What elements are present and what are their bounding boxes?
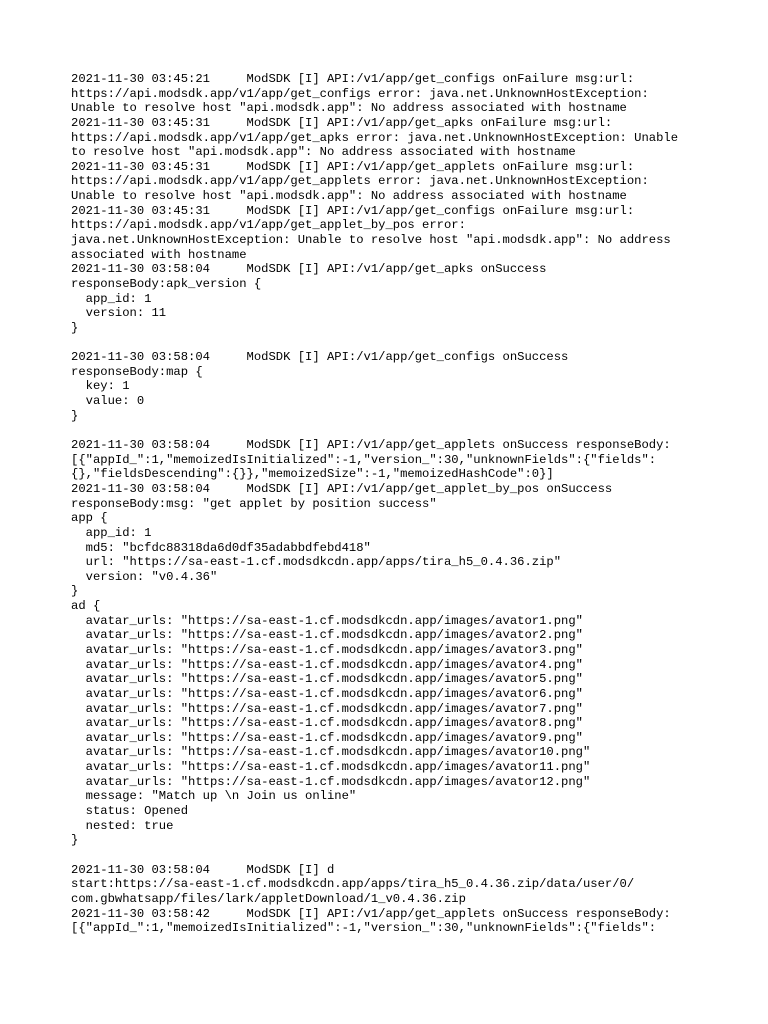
- log-line: url: "https://sa-east-1.cf.modsdkcdn.app/apps/tira_h5_0.4.36.zip": [71, 555, 562, 570]
- log-line: to resolve host "api.modsdk.app": No address associated with hostname: [71, 145, 576, 160]
- log-line: {},"fieldsDescending":{}},"memoizedSize":-1,"memoizedHashCode":0}]: [71, 467, 554, 482]
- log-line: avatar_urls: "https://sa-east-1.cf.modsdkcdn.app/images/avator9.png": [71, 730, 583, 745]
- log-line: message: "Match up \n Join us online": [71, 789, 357, 804]
- log-line: nested: true: [71, 818, 174, 833]
- log-line: app_id: 1: [71, 525, 152, 540]
- log-line: java.net.UnknownHostException: Unable to resolve host "api.modsdk.app": No address: [71, 233, 671, 248]
- log-line: com.gbwhatsapp/files/lark/appletDownload/1_v0.4.36.zip: [71, 891, 466, 906]
- log-line: responseBody:map {: [71, 364, 203, 379]
- log-line: 2021-11-30 03:45:21 ModSDK [I] API:/v1/app/get_configs onFailure msg:url:: [71, 72, 635, 86]
- log-line: [{"appId_":1,"memoizedIsInitialized":-1,"version_":30,"unknownFields":{"fields":: [71, 452, 657, 467]
- log-line: version: 11: [71, 306, 167, 321]
- log-line: associated with hostname: [71, 247, 247, 262]
- log-line: https://api.modsdk.app/v1/app/get_configs error: java.net.UnknownHostException:: [71, 86, 649, 101]
- log-line: avatar_urls: "https://sa-east-1.cf.modsdkcdn.app/images/avator11.png": [71, 760, 591, 775]
- log-line: [71, 336, 711, 351]
- log-line: avatar_urls: "https://sa-east-1.cf.modsdkcdn.app/images/avator10.png": [71, 745, 591, 760]
- log-line: key: 1: [71, 379, 130, 394]
- log-line: value: 0: [71, 394, 145, 409]
- log-line: 2021-11-30 03:45:31 ModSDK [I] API:/v1/app/get_applets onFailure msg:url:: [71, 159, 635, 174]
- log-line: avatar_urls: "https://sa-east-1.cf.modsdkcdn.app/images/avator4.png": [71, 657, 583, 672]
- log-line: avatar_urls: "https://sa-east-1.cf.modsdkcdn.app/images/avator12.png": [71, 774, 591, 789]
- log-line: avatar_urls: "https://sa-east-1.cf.modsdkcdn.app/images/avator1.png": [71, 613, 583, 628]
- log-line: version: "v0.4.36": [71, 569, 218, 584]
- log-line: avatar_urls: "https://sa-east-1.cf.modsdkcdn.app/images/avator8.png": [71, 716, 583, 731]
- log-line: status: Opened: [71, 804, 189, 819]
- log-line: 2021-11-30 03:58:42 ModSDK [I] API:/v1/app/get_applets onSuccess responseBody:: [71, 906, 671, 921]
- log-line: 2021-11-30 03:58:04 ModSDK [I] d: [71, 862, 335, 877]
- log-line: }: [71, 408, 79, 423]
- log-line: app {: [71, 511, 108, 526]
- log-line: 2021-11-30 03:45:31 ModSDK [I] API:/v1/app/get_configs onFailure msg:url:: [71, 203, 635, 218]
- log-line: avatar_urls: "https://sa-east-1.cf.modsdkcdn.app/images/avator2.png": [71, 628, 583, 643]
- log-line: md5: "bcfdc88318da6d0df35adabbdfebd418": [71, 540, 371, 555]
- log-line: https://api.modsdk.app/v1/app/get_applet_by_pos error:: [71, 218, 466, 233]
- log-line: avatar_urls: "https://sa-east-1.cf.modsdkcdn.app/images/avator7.png": [71, 701, 583, 716]
- log-line: }: [71, 320, 79, 335]
- log-line: [71, 423, 711, 438]
- log-line: 2021-11-30 03:58:04 ModSDK [I] API:/v1/app/get_configs onSuccess: [71, 350, 569, 365]
- log-line: }: [71, 584, 79, 599]
- log-line: 2021-11-30 03:58:04 ModSDK [I] API:/v1/app/get_applet_by_pos onSuccess: [71, 481, 613, 496]
- log-line: 2021-11-30 03:58:04 ModSDK [I] API:/v1/app/get_applets onSuccess responseBody:: [71, 438, 671, 453]
- log-line: avatar_urls: "https://sa-east-1.cf.modsdkcdn.app/images/avator3.png": [71, 642, 583, 657]
- log-line: 2021-11-30 03:45:31 ModSDK [I] API:/v1/app/get_apks onFailure msg:url:: [71, 115, 613, 130]
- log-line: ad {: [71, 599, 101, 614]
- log-line: avatar_urls: "https://sa-east-1.cf.modsdkcdn.app/images/avator6.png": [71, 686, 583, 701]
- log-line: 2021-11-30 03:58:04 ModSDK [I] API:/v1/app/get_apks onSuccess: [71, 262, 547, 277]
- log-line: [71, 848, 711, 863]
- log-line: avatar_urls: "https://sa-east-1.cf.modsdkcdn.app/images/avator5.png": [71, 672, 583, 687]
- log-line: [{"appId_":1,"memoizedIsInitialized":-1,"version_":30,"unknownFields":{"fields":: [71, 921, 657, 936]
- log-line: https://api.modsdk.app/v1/app/get_apks error: java.net.UnknownHostException: Unable: [71, 130, 679, 145]
- log-line: app_id: 1: [71, 291, 152, 306]
- log-line: start:https://sa-east-1.cf.modsdkcdn.app/apps/tira_h5_0.4.36.zip/data/user/0/: [71, 877, 635, 892]
- log-line: responseBody:msg: "get applet by position success": [71, 496, 437, 511]
- log-line: https://api.modsdk.app/v1/app/get_applets error: java.net.UnknownHostException:: [71, 174, 649, 189]
- log-line: }: [71, 833, 79, 848]
- log-line: Unable to resolve host "api.modsdk.app": No address associated with hostname: [71, 101, 627, 116]
- log-text-body: [71, 72, 711, 936]
- log-line: responseBody:apk_version {: [71, 276, 262, 291]
- log-line: Unable to resolve host "api.modsdk.app": No address associated with hostname: [71, 189, 627, 204]
